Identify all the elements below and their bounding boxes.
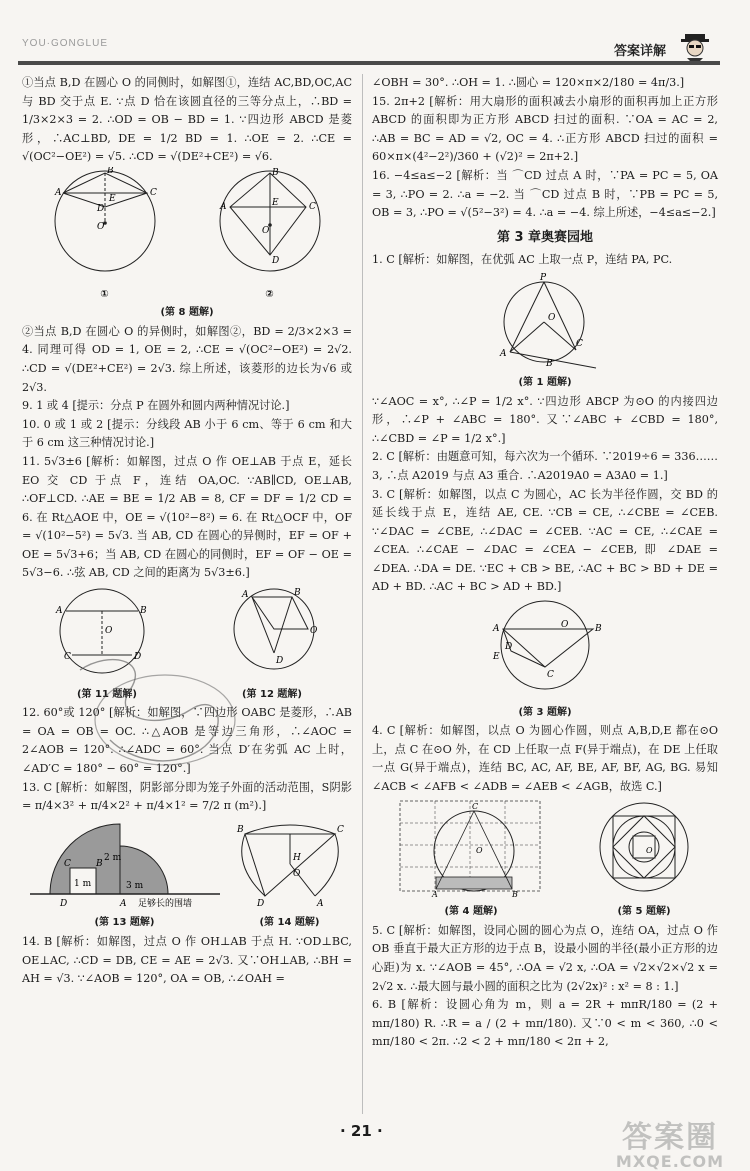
- svg-text:O: O: [646, 845, 653, 855]
- svg-text:E: E: [271, 197, 279, 208]
- svg-text:B: B: [294, 588, 301, 599]
- svg-text:O: O: [561, 620, 569, 631]
- ch3-fig4-diagram: [396, 797, 546, 897]
- ch3-fig1-diagram: [490, 272, 600, 372]
- fig14-caption: (第 14 题解): [259, 917, 320, 929]
- fig11-caption: (第 11 题解): [76, 688, 138, 700]
- svg-text:C: C: [308, 201, 316, 212]
- ch3-q3-text: 3. C [解析：如解图，以点 C 为圆心，AC 长为半径作圆，交 BD 的延长线于点 E，连结 AE, CE. ∵CB = CE, ∴∠CBE = ∠CEB. ∵∠DAC = ∠CBE, ∴∠DAC = ∠CEB. ∵AC = CE, ∴∠CAE = ∠CEA. ∴∠CAE − ∠DAC = ∠CEA − ∠CEB, 即 ∠DAE = ∠DEA. ∴DA = DE. ∵EC + CB > BE, ∴AC + BC > BD + DE = AD + BD. ∴AC + BC > AD + BD.]: [372, 487, 718, 594]
- q10-text: 10. 0 或 1 或 2 [提示：分线段 AB 小于 6 cm、等于 6 cm 和大于 6 cm 这三种情况讨论.]: [22, 417, 352, 450]
- svg-text:D: D: [505, 642, 513, 653]
- fig13-caption: (第 13 题解): [94, 917, 155, 929]
- fig14: [235, 816, 345, 933]
- fig13: [30, 816, 220, 933]
- q11-text: 11. 5√3±6 [解析：如解图，过点 O 作 OE⊥AB 于点 E，延长 EO 交 CD 于点 F，连结 OA,OC. ∵AB∥CD, OE⊥AB, ∴OF⊥CD. ∴AE = BE = 1/2 AB = 8, CF = DF = 1/2 CD = 6. 在 Rt△AOE 中，OE = √(10²−8²) = 6. 在 Rt△OCF 中，OF = √(10²−5²) = 5√3. 当 AB, CD 在圆心的异侧时，EF = OF + OE = 5√3+6；当 AB, CD 在圆心的同侧时，EF = OF − OE = 5√3−6. ∴弦 AB, CD 之间的距离为 5√3±6.]: [22, 454, 352, 580]
- ch3-q1-cont-text: ∵∠AOC = x°, ∴∠P = 1/2 x°. ∵四边形 ABCP 为⊙O 的内接四边形，∴∠P + ∠ABC = 180°. 又∵∠ABC + ∠CBD = 180°, ∴∠CBD = ∠P = 1/2 x°.]: [372, 394, 718, 445]
- fig13-diagram: [30, 816, 220, 908]
- svg-text:O: O: [476, 845, 483, 855]
- svg-text:A: A: [219, 201, 226, 212]
- ch3-fig3-row: [372, 597, 718, 722]
- svg-text:D: D: [59, 898, 67, 908]
- svg-text:A: A: [54, 187, 61, 198]
- mascot-icon: [679, 32, 713, 62]
- ch3-q6-text: 6. B [解析：设圆心角为 m，则 a = 2R + mπR/180 = (2 + mπ/180) R. ∴R = a / (2 + mπ/180). 又∵0 < m < 360, ∴0 < mπ/180 < 2π. ∴2 < 2 + mπ/180 < 2π + 2,: [372, 998, 718, 1049]
- svg-text:A: A: [56, 606, 63, 617]
- svg-text:B: B: [236, 824, 244, 835]
- watermark: [595, 1112, 745, 1171]
- ch3-q5-text: 5. C [解析：如解图，设同心圆的圆心为点 O，连结 OA，过点 O 作 OB 垂直于最大正方形的边于点 B，设最小圆的半径(最小正方形的边心距)为 x. ∵∠AOB = 45°, ∴OA = √2 x, ∴OA = √2×√2×√2 x = 2√2 x. ∴最大圆与最小圆的面积之比为 (2√2x)² : x² = 8 : 1.]: [372, 923, 718, 993]
- svg-text:O: O: [96, 221, 104, 232]
- svg-text:C: C: [336, 824, 344, 835]
- ch3-fig4-5-row: [372, 797, 718, 922]
- svg-text:B: B: [546, 358, 553, 369]
- fig8-row: [22, 167, 352, 304]
- fig14-diagram: [235, 816, 345, 908]
- right-column: [372, 74, 718, 1052]
- svg-text:H: H: [292, 852, 301, 863]
- svg-text:B: B: [271, 167, 279, 178]
- page-number: · 21 ·: [340, 1122, 383, 1140]
- fig8-1: [41, 167, 169, 304]
- ch3-q4-text: 4. C [解析：如解图，以点 O 为圆心作圆，则点 A,B,D,E 都在⊙O 上，点 C 在⊙O 外，在 CD 上任取一点 F(异于端点)，在 DE 上任取一点 G(异于端点)，连结 BC, AC, AF, BE, AF, BF, AG, BG. 易知∠ACB < ∠AFB < ∠ADB = ∠AEB < ∠AGB，故选 C.]: [372, 724, 718, 794]
- fig12-caption: (第 12 题解): [241, 688, 303, 700]
- svg-text:A: A: [432, 889, 438, 897]
- ch3-fig4-caption: (第 4 题解): [444, 906, 498, 918]
- svg-text:E: E: [493, 652, 500, 663]
- svg-text:E: E: [108, 193, 116, 204]
- ch3-fig3: [485, 597, 605, 722]
- svg-text:2 m: 2 m: [103, 852, 121, 863]
- svg-text:D: D: [256, 898, 264, 908]
- svg-text:O: O: [548, 312, 556, 323]
- q8-part2-text: ②当点 B,D 在圆心 O 的异侧时，如解图②，BD = 2/3×2×3 = 4. 同理可得 OD = 1, OE = 2, ∴CE = √(OC²−OE²) = 2√2. ∴CD = √(DE²+CE²) = 2√3. 综上所述，该菱形的边长为√6 或 2√3.: [22, 324, 352, 394]
- svg-text:D: D: [96, 203, 104, 214]
- q14-cont-text: ∠OBH = 30°. ∴OH = 1. ∴圆心 = 120×π×2/180 = 4π/3.]: [372, 76, 685, 89]
- ch3-q1-text: 1. C [解析：如解图，在优弧 AC 上取一点 P，连结 PA, PC.: [372, 253, 673, 267]
- svg-text:B: B: [95, 858, 103, 869]
- fig8-2-label: ②: [265, 288, 274, 300]
- svg-text:C: C: [576, 338, 583, 349]
- svg-text:C: C: [63, 858, 71, 869]
- header-rule: [18, 61, 720, 65]
- svg-text:D: D: [276, 656, 284, 667]
- ch3-fig4: [396, 797, 546, 922]
- fig13-14-row: [22, 816, 352, 933]
- svg-text:A: A: [119, 898, 126, 908]
- svg-text:O: O: [292, 868, 300, 879]
- svg-text:A: A: [500, 348, 507, 359]
- svg-text:O: O: [261, 225, 269, 236]
- ch3-fig3-caption: (第 3 题解): [518, 706, 572, 718]
- fig8-1-label: ①: [100, 288, 109, 300]
- q14-text: 14. B [解析：如解图，过点 O 作 OH⊥AB 于点 H. ∵OD⊥BC, OE⊥AC, ∴CD = DB, CE = AE = 2√3. 又∵OH⊥AB, ∴BH = AH = √3. ∵∠AOB = 120°, OA = OB, ∴∠OAH =: [22, 935, 352, 986]
- svg-text:D: D: [134, 652, 142, 663]
- ch3-fig5-diagram: [594, 797, 694, 897]
- svg-text:C: C: [149, 187, 157, 198]
- left-column: [22, 74, 352, 989]
- svg-text:3 m: 3 m: [125, 880, 143, 891]
- svg-text:C: C: [64, 652, 71, 663]
- svg-text:B: B: [512, 889, 518, 897]
- fig8-1-diagram: [41, 167, 169, 279]
- watermark-title: 答案圈: [622, 1120, 718, 1155]
- svg-text:A: A: [316, 898, 323, 908]
- svg-text:C: C: [472, 801, 479, 811]
- column-divider: [362, 74, 363, 1114]
- svg-text:O: O: [105, 626, 113, 637]
- ch3-fig1-caption: (第 1 题解): [518, 376, 572, 388]
- svg-text:D: D: [271, 255, 279, 266]
- svg-text:P: P: [540, 272, 547, 283]
- chapter3-heading: 第 3 章奥赛园地: [496, 229, 594, 245]
- fig13-wall-label: 足够长的围墙: [137, 898, 192, 908]
- watermark-url: MXQE.COM: [615, 1152, 725, 1171]
- q12-text: 12. 60°或 120° [解析：如解图，∵四边形 OABC 是菱形，∴AB = OA = OB = OC. ∴△AOB 是等边三角形，∴∠AOC = 2∠AOB = 120°. ∴∠ADC = 60°. 当点 D′在劣弧 AC 上时，∠AD′C = 180° − 60° = 120°.]: [22, 706, 352, 776]
- q16-text: 16. −4≤a≤−2 [解析：当 ⌒CD 过点 A 时，∵PA = PC = 5, OA = 3, ∴PO = 2. ∴a = −2. 当 ⌒CD 过点 B 时，∵PB = PC = 5, OB = 3, ∴PO = √(5²−3²) = 4. ∴a = −4. 综上所述，−4≤a≤−2.]: [372, 168, 718, 220]
- handwritten-scribble: [70, 640, 250, 780]
- q13-text: 13. C [解析：如解图，阴影部分即为笼子外面的活动范围，S阴影 = π/4×3² + π/4×2² + π/4×1² = 7/2 π (m²).]: [22, 780, 352, 813]
- svg-text:1 m: 1 m: [73, 878, 91, 889]
- fig8-caption: (第 8 题解): [160, 307, 214, 319]
- fig8-2-diagram: [206, 167, 334, 279]
- q15-text: 15. 2π+2 [解析：用大扇形的面积减去小扇形的面积再加上正方形 ABCD 的面积即为正方形 ABCD 扫过的面积. ∵OA = AC = 2, ∴AB = BC = AD = √2, OC = 4. ∴正方形 ABCD 扫过的面积 = 60×π×(4²−2²)/360 + (√2)² = 2π+2.]: [372, 94, 718, 164]
- q9-text: 9. 1 或 4 [提示：分点 P 在圆外和圆内两种情况讨论.]: [22, 399, 290, 413]
- svg-text:A: A: [493, 624, 500, 635]
- svg-text:B: B: [140, 606, 147, 617]
- fig8-2: [206, 167, 334, 304]
- header-title: 答案详解: [614, 44, 667, 59]
- svg-text:C: C: [547, 670, 554, 681]
- brand-text: YOU·GONGLUE: [22, 38, 109, 49]
- ch3-fig5-caption: (第 5 题解): [617, 906, 671, 918]
- q8-part1-text: ①当点 B,D 在圆心 O 的同侧时，如解图①，连结 AC,BD,OC,AC 与 BD 交于点 E. ∵点 D 恰在该圆直径的三等分点上，∴BD = 1/3×2×3 = 2. ∴OD = OB − BD = 1. ∵四边形 ABCD 是菱形，∴AC⊥BD, DE = 1/2 BD = 1. ∴OE = 2. ∴CE = √(OC²−OE²) = √5. ∴CD = √(DE²+CE²) = √6.: [22, 76, 352, 164]
- svg-text:O: O: [310, 626, 318, 637]
- ch3-fig3-diagram: [485, 597, 605, 697]
- ch3-fig5: [594, 797, 694, 922]
- ch3-q2-text: 2. C [解析：由题意可知，每六次为一个循环. ∵2019÷6 = 336……3, ∴点 A2019 与点 A3 重合. ∴A2019A0 = A3A0 = 1.]: [372, 450, 718, 482]
- svg-text:A: A: [242, 590, 249, 601]
- svg-text:B: B: [595, 624, 602, 635]
- svg-text:B: B: [106, 166, 114, 176]
